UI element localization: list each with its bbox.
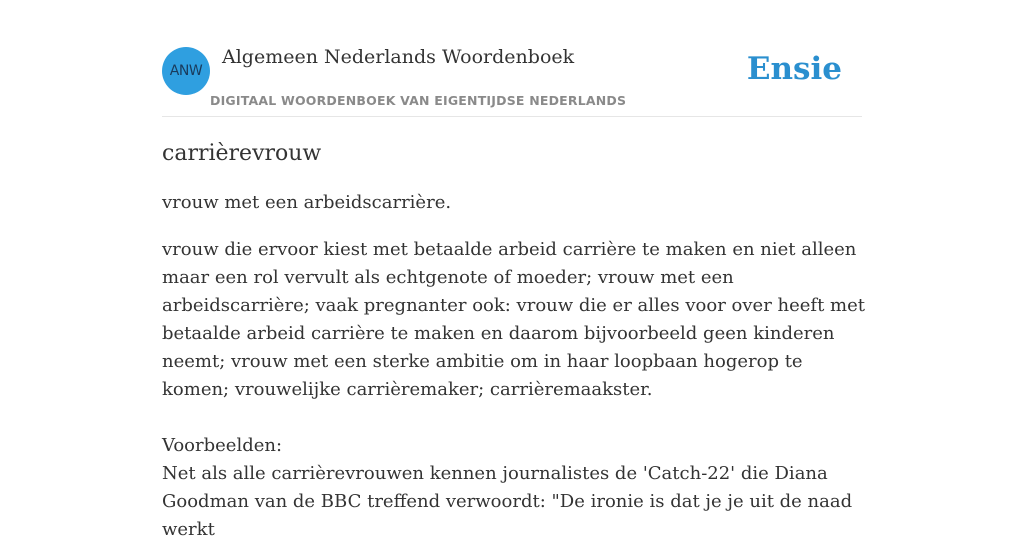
examples-label: Voorbeelden:	[162, 435, 283, 456]
headword: carrièrevrouw	[162, 141, 322, 166]
ensie-brand-link[interactable]: Ensie	[746, 51, 842, 87]
long-definition: vrouw die ervoor kiest met betaalde arbeid carrière te maken en niet alleen maar een rol vervult als echtgenote of moeder; vrouw met een arbeidscarrière; vaak pregnanter ook: vrouw die er alles voor over heeft met betaalde arbeid carrière te maken en daarom bijvoorbeeld geen kinderen neemt; vrouw met een sterke ambitie om in haar loopbaan hogerop te komen; vrouwelijke carrièremaker; carrièremaakster.	[162, 239, 866, 400]
anw-logo[interactable]	[162, 47, 210, 95]
site-subtitle: DIGITAAL WOORDENBOEK VAN EIGENTIJDSE NEDERLANDS	[210, 93, 627, 108]
short-definition: vrouw met een arbeidscarrière.	[162, 192, 452, 213]
examples-section	[162, 432, 867, 544]
logo-text: ANW	[169, 63, 203, 79]
example-text: Net als alle carrièrevrouwen kennen journalistes de 'Catch-22' die Diana Goodman van de BBC treffend verwoordt: "De ironie is dat je je uit de naad werkt	[162, 463, 853, 540]
site-header	[162, 36, 862, 117]
entry-content	[162, 138, 867, 544]
site-title[interactable]: Algemeen Nederlands Woordenboek	[222, 46, 575, 68]
